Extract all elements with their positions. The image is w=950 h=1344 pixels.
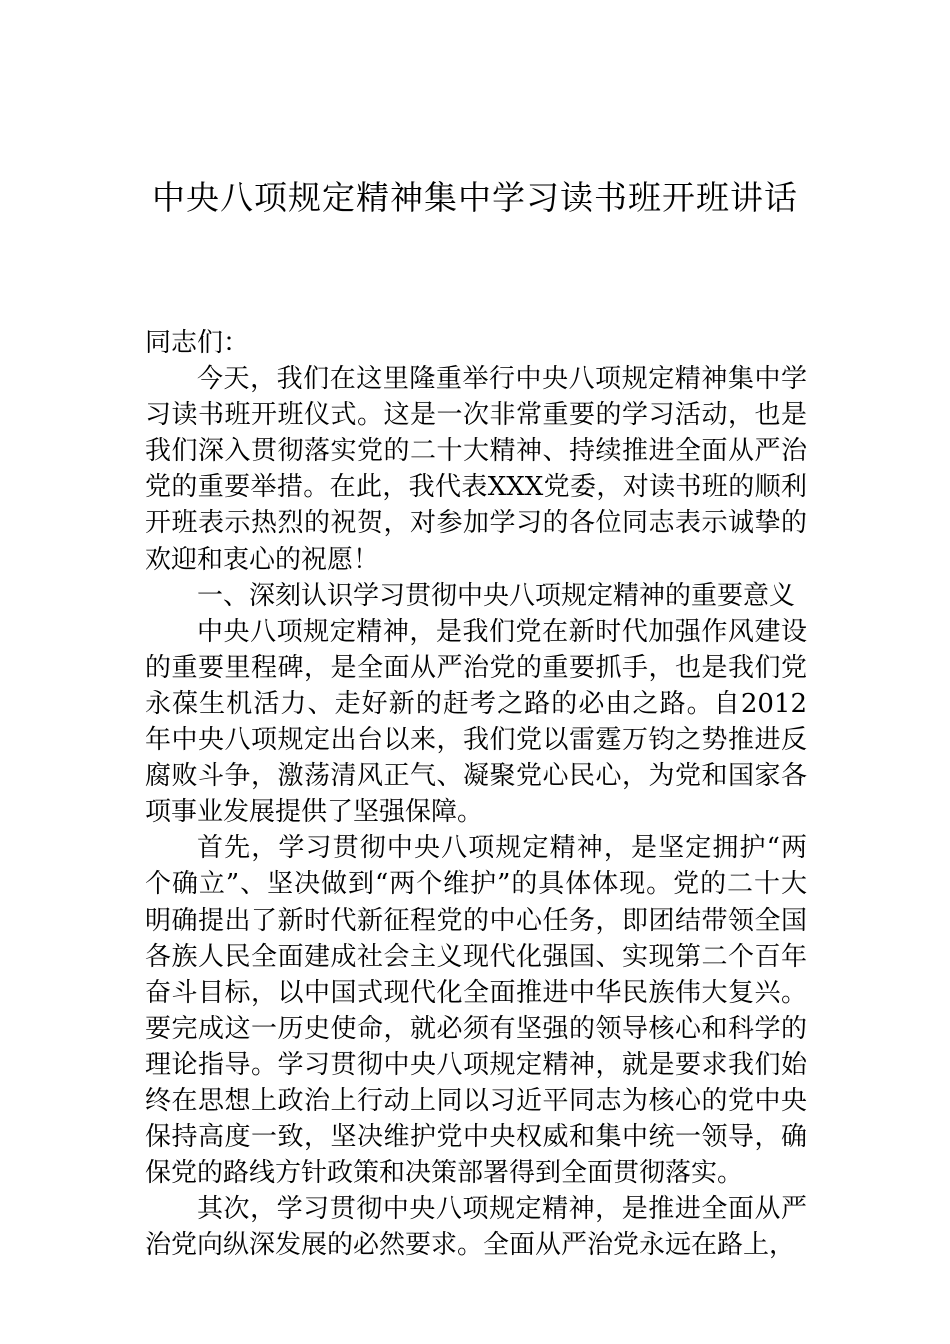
paragraph: 其次，学习贯彻中央八项规定精神，是推进全面从严治党向纵深发展的必然要求。全面从严治党永远在路上， bbox=[145, 1194, 807, 1261]
section-heading: 一、深刻认识学习贯彻中央八项规定精神的重要意义 bbox=[197, 580, 796, 611]
salutation: 同志们： bbox=[145, 328, 250, 358]
paragraph: 首先，学习贯彻中央八项规定精神，是坚定拥护“两个确立”、坚决做到“两个维护”的具体体现。党的二十大明确提出了新时代新征程党的中心任务，即团结带领全国各族人民全面建成社会主义现代化强国、实现第二个百年奋斗目标，以中国式现代化全面推进中华民族伟大复兴。要完成这一历史使命，就必须有坚强的领导核心和科学的理论指导。学习贯彻中央八项规定精神，就是要求我们始终在思想上政治上行动上同以习近平同志为核心的党中央保持高度一致，坚决维护党中央权威和集中统一领导，确保党的路线方针政策和决策部署得到全面贯彻落实。 bbox=[145, 833, 807, 1189]
paragraph: 中央八项规定精神，是我们党在新时代加强作风建设的重要里程碑，是全面从严治党的重要抓手，也是我们党永葆生机活力、走好新的赶考之路的必由之路。自2012年中央八项规定出台以来，我们党以雷霆万钧之势推进反腐败斗争，激荡清风正气、凝聚党心民心，为党和国家各项事业发展提供了坚强保障。 bbox=[145, 616, 807, 828]
paragraph-intro: 今天，我们在这里隆重举行中央八项规定精神集中学习读书班开班仪式。这是一次非常重要的学习活动，也是我们深入贯彻落实党的二十大精神、持续推进全面从严治党的重要举措。在此，我代表XXX党委，对读书班的顺利开班表示热烈的祝贺，对参加学习的各位同志表示诚挚的欢迎和衷心的祝愿！ bbox=[145, 364, 807, 575]
document-body bbox=[145, 325, 807, 1263]
document-title: 中央八项规定精神集中学习读书班开班讲话 bbox=[152, 178, 798, 217]
